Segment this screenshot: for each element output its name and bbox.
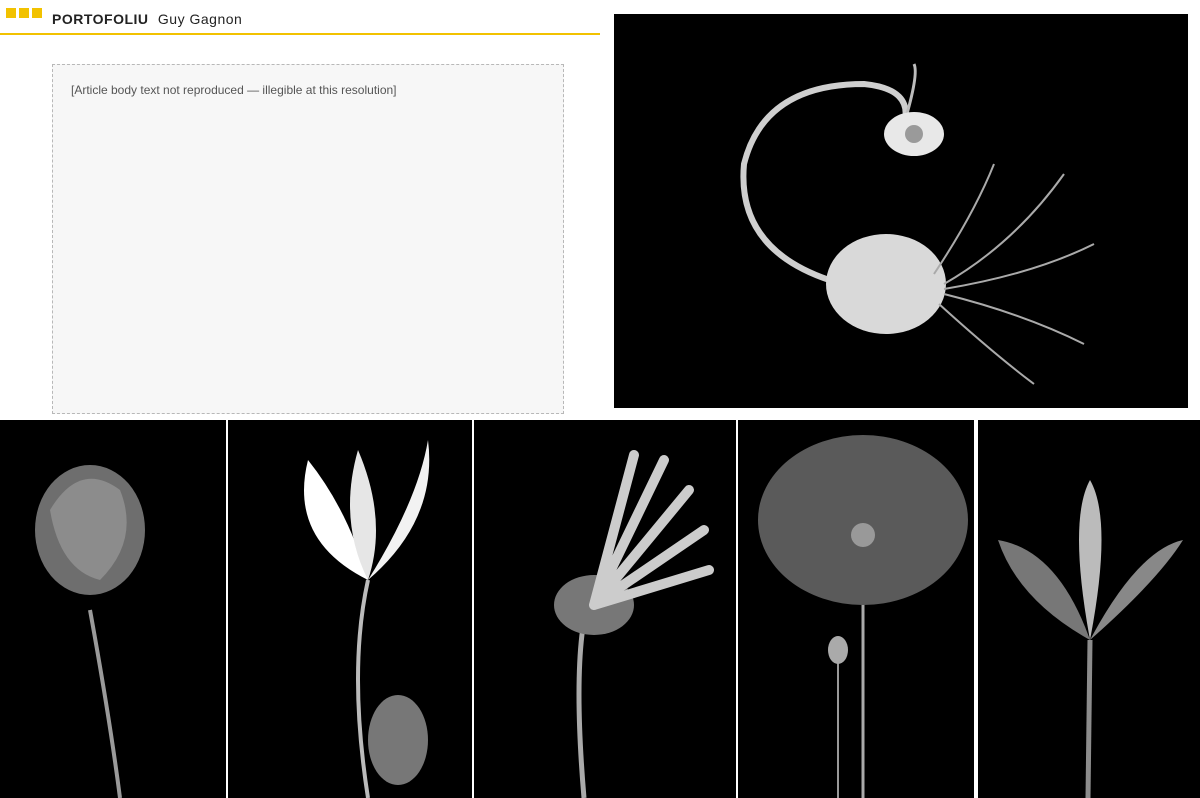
photo-cyclamen [228, 420, 472, 798]
section-title [52, 11, 242, 27]
gerbera-image [474, 420, 736, 798]
photo-gerbera [474, 420, 736, 798]
photo-poppy [738, 420, 974, 798]
cyclamen-image [228, 420, 472, 798]
photo-tulip [978, 420, 1200, 798]
section-kicker: PORTOFOLIU [52, 11, 149, 27]
section-logo [6, 8, 42, 18]
tulip-image [978, 420, 1200, 798]
narcissus-bulb-image [614, 14, 1188, 408]
photographer-name: Guy Gagnon [157, 11, 243, 27]
photo-narcissus-bulb [614, 14, 1188, 408]
header-divider [0, 33, 600, 35]
poppy-image [738, 420, 974, 798]
dried-rose-image [0, 420, 226, 798]
body-copy-placeholder: [Article body text not reproduced — illegible at this resolution] [52, 64, 564, 414]
article-body [52, 64, 564, 414]
photo-dried-rose [0, 420, 226, 798]
page-header [0, 0, 600, 36]
